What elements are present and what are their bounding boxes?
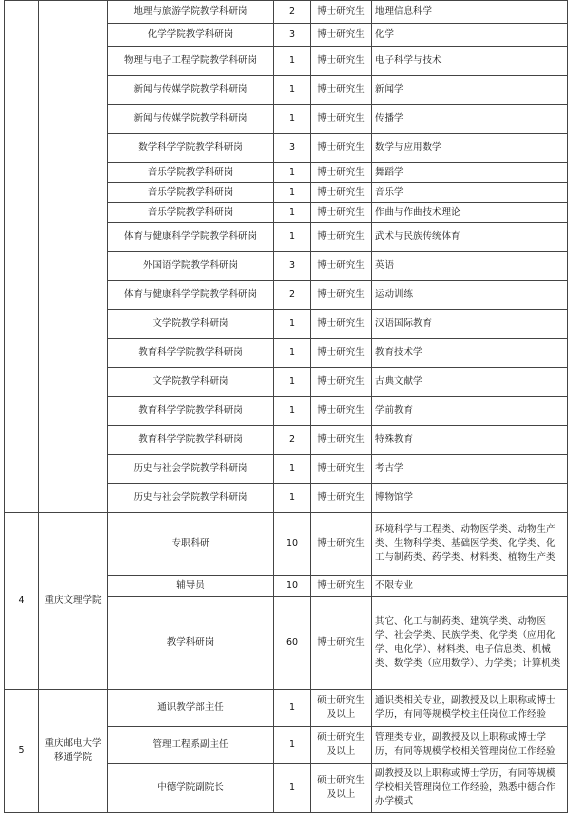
education-requirement: 硕士研究生及以上	[311, 727, 372, 764]
education-requirement: 博士研究生	[311, 223, 372, 252]
table-row	[5, 1, 568, 24]
position-name: 专职科研	[108, 513, 274, 576]
headcount: 1	[274, 183, 311, 203]
table-row	[5, 513, 568, 576]
headcount: 1	[274, 76, 311, 105]
headcount: 1	[274, 339, 311, 368]
major-requirement: 舞蹈学	[372, 163, 568, 183]
headcount: 1	[274, 163, 311, 183]
education-requirement: 博士研究生	[311, 597, 372, 690]
position-name: 历史与社会学院教学科研岗	[108, 484, 274, 513]
headcount: 1	[274, 105, 311, 134]
position-name: 文学院教学科研岗	[108, 368, 274, 397]
major-requirement: 数学与应用数学	[372, 134, 568, 163]
major-requirement: 武术与民族传统体育	[372, 223, 568, 252]
education-requirement: 博士研究生	[311, 513, 372, 576]
position-name: 辅导员	[108, 576, 274, 597]
position-name: 化学学院教学科研岗	[108, 24, 274, 47]
unit-name: 重庆文理学院	[39, 513, 108, 690]
education-requirement: 博士研究生	[311, 339, 372, 368]
education-requirement: 硕士研究生及以上	[311, 690, 372, 727]
position-name: 音乐学院教学科研岗	[108, 203, 274, 223]
headcount: 3	[274, 24, 311, 47]
position-name: 教育科学学院教学科研岗	[108, 397, 274, 426]
position-name: 体育与健康科学学院教学科研岗	[108, 223, 274, 252]
unit-name	[39, 1, 108, 513]
position-name: 通识教学部主任	[108, 690, 274, 727]
row-index	[5, 1, 39, 513]
major-requirement: 作曲与作曲技术理论	[372, 203, 568, 223]
major-requirement: 博物馆学	[372, 484, 568, 513]
row-index: 4	[5, 513, 39, 690]
position-name: 教育科学学院教学科研岗	[108, 426, 274, 455]
education-requirement: 博士研究生	[311, 368, 372, 397]
headcount: 1	[274, 310, 311, 339]
headcount: 2	[274, 281, 311, 310]
headcount: 10	[274, 513, 311, 576]
education-requirement: 博士研究生	[311, 397, 372, 426]
headcount: 1	[274, 47, 311, 76]
education-requirement: 博士研究生	[311, 281, 372, 310]
major-requirement: 英语	[372, 252, 568, 281]
headcount: 1	[274, 223, 311, 252]
position-name: 新闻与传媒学院教学科研岗	[108, 105, 274, 134]
education-requirement: 博士研究生	[311, 1, 372, 24]
education-requirement: 博士研究生	[311, 105, 372, 134]
major-requirement: 管理类专业，副教授及以上职称或博士学历，有同等规模学校相关管理岗位工作经验	[372, 727, 568, 764]
education-requirement: 博士研究生	[311, 163, 372, 183]
major-requirement: 化学	[372, 24, 568, 47]
major-requirement: 运动训练	[372, 281, 568, 310]
major-requirement: 新闻学	[372, 76, 568, 105]
major-requirement: 古典文献学	[372, 368, 568, 397]
position-name: 教学科研岗	[108, 597, 274, 690]
major-requirement: 特殊教育	[372, 426, 568, 455]
position-name: 数学科学学院教学科研岗	[108, 134, 274, 163]
headcount: 1	[274, 455, 311, 484]
recruitment-table	[4, 0, 568, 813]
headcount: 1	[274, 397, 311, 426]
education-requirement: 博士研究生	[311, 455, 372, 484]
major-requirement: 环境科学与工程类、动物医学类、动物生产类、生物科学类、基础医学类、化学类、化工与制药类、药学类、材料类、植物生产类	[372, 513, 568, 576]
position-name: 音乐学院教学科研岗	[108, 183, 274, 203]
position-name: 地理与旅游学院教学科研岗	[108, 1, 274, 24]
major-requirement: 不限专业	[372, 576, 568, 597]
education-requirement: 博士研究生	[311, 47, 372, 76]
major-requirement: 汉语国际教育	[372, 310, 568, 339]
education-requirement: 博士研究生	[311, 134, 372, 163]
position-name: 新闻与传媒学院教学科研岗	[108, 76, 274, 105]
major-requirement: 考古学	[372, 455, 568, 484]
education-requirement: 博士研究生	[311, 76, 372, 105]
headcount: 2	[274, 426, 311, 455]
headcount: 3	[274, 252, 311, 281]
education-requirement: 博士研究生	[311, 203, 372, 223]
headcount: 10	[274, 576, 311, 597]
education-requirement: 博士研究生	[311, 24, 372, 47]
major-requirement: 电子科学与技术	[372, 47, 568, 76]
position-name: 历史与社会学院教学科研岗	[108, 455, 274, 484]
major-requirement: 传播学	[372, 105, 568, 134]
position-name: 管理工程系副主任	[108, 727, 274, 764]
headcount: 60	[274, 597, 311, 690]
position-name: 物理与电子工程学院教学科研岗	[108, 47, 274, 76]
major-requirement: 学前教育	[372, 397, 568, 426]
major-requirement: 通识类相关专业，副教授及以上职称或博士学历，有同等规模学校主任岗位工作经验	[372, 690, 568, 727]
education-requirement: 博士研究生	[311, 426, 372, 455]
education-requirement: 博士研究生	[311, 310, 372, 339]
headcount: 2	[274, 1, 311, 24]
position-name: 音乐学院教学科研岗	[108, 163, 274, 183]
position-name: 中德学院副院长	[108, 764, 274, 813]
major-requirement: 副教授及以上职称或博士学历，有同等规模学校相关管理岗位工作经验，熟悉中德合作办学模式	[372, 764, 568, 813]
education-requirement: 博士研究生	[311, 484, 372, 513]
major-requirement: 音乐学	[372, 183, 568, 203]
headcount: 1	[274, 690, 311, 727]
table-row	[5, 690, 568, 727]
row-index: 5	[5, 690, 39, 813]
headcount: 1	[274, 484, 311, 513]
headcount: 1	[274, 203, 311, 223]
position-name: 教育科学学院教学科研岗	[108, 339, 274, 368]
unit-name: 重庆邮电大学移通学院	[39, 690, 108, 813]
education-requirement: 博士研究生	[311, 252, 372, 281]
major-requirement: 地理信息科学	[372, 1, 568, 24]
headcount: 1	[274, 368, 311, 397]
education-requirement: 硕士研究生及以上	[311, 764, 372, 813]
position-name: 体育与健康科学学院教学科研岗	[108, 281, 274, 310]
education-requirement: 博士研究生	[311, 183, 372, 203]
position-name: 外国语学院教学科研岗	[108, 252, 274, 281]
headcount: 3	[274, 134, 311, 163]
major-requirement: 教育技术学	[372, 339, 568, 368]
position-name: 文学院教学科研岗	[108, 310, 274, 339]
education-requirement: 博士研究生	[311, 576, 372, 597]
headcount: 1	[274, 764, 311, 813]
headcount: 1	[274, 727, 311, 764]
major-requirement: 其它、化工与制药类、建筑学类、动物医学、社会学类、民族学类、化学类（应用化学、电化学）、材料类、电子信息类、机械类、数学类（应用数学）、力学类；计算机类	[372, 597, 568, 690]
